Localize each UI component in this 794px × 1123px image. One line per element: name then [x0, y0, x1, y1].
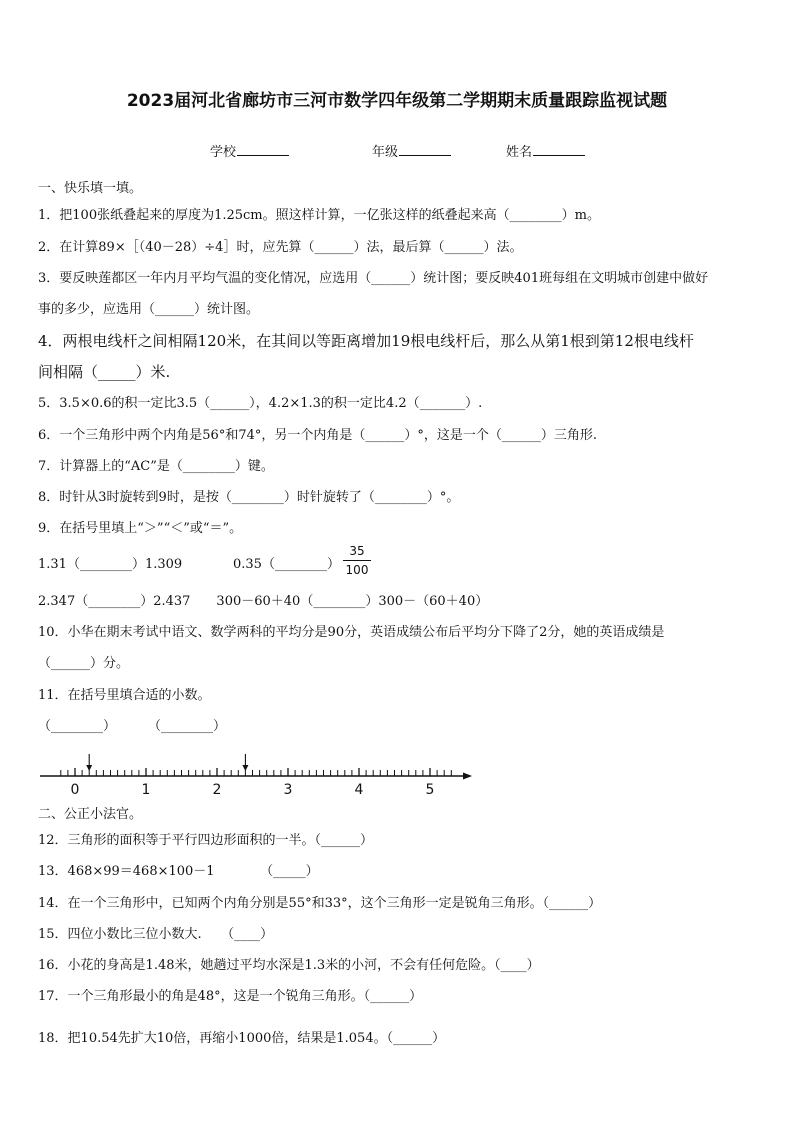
section-1-heading: 一、快乐填一填。: [38, 181, 143, 196]
question-18: 18．把10.54先扩大10倍，再缩小1000倍，结果是1.054。（______）: [38, 1031, 446, 1046]
question-8: 8．时针从3时旋转到9时，是按（________）时针旋转了（________）°。: [38, 490, 460, 505]
question-11: 11．在括号里填合适的小数。: [38, 688, 211, 703]
fraction-numerator: 35: [349, 544, 365, 558]
question-9-compare-2: 0.35（________）: [233, 557, 340, 572]
question-1: 1．把100张纸叠起来的厚度为1.25cm。照这样计算，一亿张这样的纸叠起来高（________）m。: [38, 208, 600, 223]
section-2-heading: 二、公正小法官。: [38, 807, 143, 822]
question-5: 5．3.5×0.6的积一定比3.5（______），4.2×1.3的积一定比4.2（_______）.: [38, 396, 483, 411]
question-10-line-1: 10．小华在期末考试中语文、数学两科的平均分是90分，英语成绩公布后平均分下降了2分，她的英语成绩是: [38, 625, 665, 640]
question-9-row-2: 2.347（________）2.437 300－60＋40（________）300－（60＋40）: [38, 594, 489, 609]
question-6: 6．一个三角形中两个内角是56°和74°，另一个内角是（______）°，这是一个（______）三角形.: [38, 428, 597, 443]
question-14: 14．在一个三角形中，已知两个内角分别是55°和33°，这个三角形一定是锐角三角形。（______）: [38, 896, 602, 911]
question-9: 9．在括号里填上“＞”“＜”或“＝”。: [38, 521, 243, 536]
number-line-label-5: 5: [425, 782, 435, 798]
question-11-blank-1[interactable]: （________）: [38, 719, 117, 734]
question-10-line-2: （______）分。: [38, 656, 130, 671]
number-line-arrowhead: [463, 773, 472, 780]
page-title: 2023届河北省廊坊市三河市数学四年级第二学期期末质量跟踪监视试题: [126, 91, 668, 111]
number-line-marker-1-arrow: [86, 765, 92, 771]
grade-label: 年级: [372, 145, 399, 160]
number-line-label-2: 2: [212, 782, 222, 798]
number-line-marker-2-arrow: [242, 765, 248, 771]
number-line-group: [40, 754, 472, 798]
school-label: 学校: [210, 145, 237, 160]
question-15: 15．四位小数比三位小数大. （____）: [38, 927, 274, 942]
question-4-line-2: 间相隔（_____）米.: [38, 363, 171, 381]
name-label: 姓名: [506, 145, 533, 160]
question-9-compare-1: 1.31（________）1.309: [38, 557, 183, 572]
question-3-line-2: 事的多少，应选用（______）统计图。: [38, 302, 260, 317]
question-2: 2．在计算89×［（40－28）÷4］时，应先算（______）法，最后算（______）法。: [38, 240, 523, 255]
number-line-label-1: 1: [141, 782, 151, 798]
fraction-denominator: 100: [345, 563, 369, 577]
question-12: 12．三角形的面积等于平行四边形面积的一半。（______）: [38, 833, 374, 848]
question-4-line-1: 4．两根电线杆之间相隔120米，在其间以等距离增加19根电线杆后，那么从第1根到第12根电线杆: [38, 332, 694, 350]
question-7: 7．计算器上的“AC”是（________）键。: [38, 459, 274, 474]
number-line-label-3: 3: [283, 782, 293, 798]
number-line-label-0: 0: [70, 782, 80, 798]
question-16: 16．小花的身高是1.48米，她趟过平均水深是1.3米的小河，不会有任何危险。（____）: [38, 958, 540, 973]
number-line-label-4: 4: [354, 782, 364, 798]
question-17: 17．一个三角形最小的角是48°，这是一个锐角三角形。（______）: [38, 989, 423, 1004]
question-3-line-1: 3．要反映莲都区一年内月平均气温的变化情况，应选用（______）统计图；要反映401班每组在文明城市创建中做好: [38, 271, 709, 286]
question-13: 13．468×99＝468×100－1 （_____）: [38, 864, 319, 879]
question-11-blank-2[interactable]: （________）: [148, 719, 227, 734]
